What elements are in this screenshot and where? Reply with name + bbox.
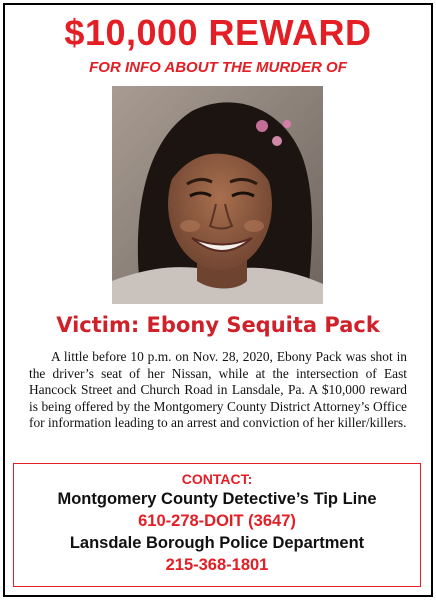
- contact-heading: CONTACT:: [181, 471, 253, 487]
- victim-name: Victim: Ebony Sequita Pack: [56, 313, 380, 337]
- contact-tipline-name: Montgomery County Detective’s Tip Line: [57, 490, 377, 508]
- victim-photo: [112, 86, 323, 304]
- contact-police-phone: 215-368-1801: [165, 556, 269, 574]
- reward-poster: [3, 3, 433, 597]
- contact-tipline-phone: 610-278-DOIT (3647): [138, 512, 296, 530]
- contact-box: [13, 463, 421, 587]
- reward-headline: $10,000 REWARD: [64, 12, 372, 53]
- case-description: A little before 10 p.m. on Nov. 28, 2020, Ebony Pack was shot in the driver’s seat of her Nissan, while at the intersection of East Hancock Street and Church Road in Lansdale, Pa. A $10,000 reward is being offered by the Montgomery County District Attorney’s Office for information leading to an arrest and conviction of her killer/killers.: [29, 349, 407, 431]
- victim-photo-illustration: [112, 86, 323, 304]
- reward-subheadline: FOR INFO ABOUT THE MURDER OF: [89, 59, 347, 76]
- contact-police-name: Lansdale Borough Police Department: [69, 534, 365, 552]
